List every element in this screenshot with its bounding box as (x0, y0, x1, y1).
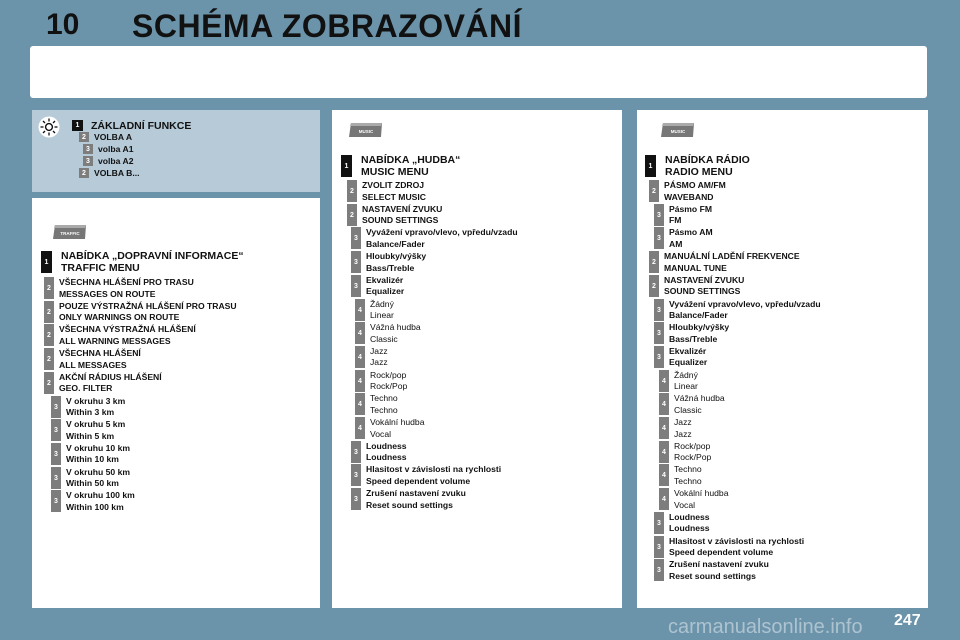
level-badge: 3 (654, 204, 664, 226)
item-text (362, 180, 426, 203)
item-text (370, 299, 394, 322)
list-item (654, 204, 712, 227)
item-line-secondary: ALL WARNING MESSAGES (59, 335, 171, 346)
level-badge: 3 (351, 251, 361, 273)
level-badge: 4 (355, 346, 365, 368)
item-line-secondary: Balance/Fader (366, 238, 425, 249)
list-item (654, 559, 769, 582)
item-line-primary: Zrušení nastavení zvuku (669, 559, 769, 570)
item-line-primary: AKČNÍ RÁDIUS HLÁŠENÍ (59, 371, 162, 382)
page-header (30, 46, 927, 98)
item-text (66, 419, 125, 442)
item-line-secondary: Equalizer (669, 357, 708, 368)
level-badge: 2 (347, 180, 357, 202)
light-sun-icon (38, 116, 60, 138)
item-line-secondary: SOUND SETTINGS (664, 286, 741, 297)
item-line-primary: Pásmo AM (669, 227, 713, 238)
item-line-primary: VŠECHNA HLÁŠENÍ PRO TRASU (59, 277, 194, 287)
item-text (370, 322, 421, 345)
item-line-primary: Pásmo FM (669, 203, 712, 214)
item-line-secondary: AM (669, 238, 683, 249)
list-item (659, 441, 711, 464)
item-line-secondary: Bass/Treble (669, 333, 718, 344)
level-badge: 1 (72, 120, 83, 131)
item-line-secondary: GEO. FILTER (59, 383, 113, 394)
radio-heading-line1: NABÍDKA RÁDIO (665, 154, 750, 166)
item-line-primary: Žádný (370, 298, 394, 309)
list-item (649, 251, 800, 274)
item-line-primary: MANUÁLNÍ LADĚNÍ FREKVENCE (664, 251, 800, 262)
item-line-primary: Vokální hudba (370, 417, 425, 427)
list-item (44, 301, 237, 324)
item-line-secondary: Linear (370, 310, 394, 320)
list-item (659, 464, 702, 487)
level-badge: 3 (654, 559, 664, 581)
list-item (44, 277, 194, 300)
list-item (659, 488, 728, 511)
item-line-primary: V okruhu 10 km (66, 442, 130, 453)
item-text (370, 417, 424, 440)
item-line-secondary: Within 100 km (66, 501, 124, 512)
item-text (674, 464, 702, 487)
item-line-secondary: ALL MESSAGES (59, 359, 127, 370)
list-item (51, 490, 135, 513)
item-text (674, 417, 692, 440)
level-badge: 2 (44, 372, 54, 394)
level-badge: 2 (44, 324, 54, 346)
list-item (79, 132, 132, 143)
level-badge: 3 (654, 227, 664, 249)
list-item (51, 396, 125, 419)
list-item (649, 180, 726, 203)
item-line-primary: VŠECHNA VÝSTRAŽNÁ HLÁŠENÍ (59, 324, 196, 335)
page-title: SCHÉMA ZOBRAZOVÁNÍ (132, 8, 523, 44)
list-item (351, 227, 518, 250)
item-line-primary: Ekvalizér (366, 274, 404, 285)
item-line-primary: Techno (370, 393, 398, 404)
item-line-primary: Rock/pop (674, 440, 711, 451)
list-item (44, 348, 141, 371)
traffic-heading-line2: TRAFFIC MENU (61, 261, 140, 274)
item-text: VOLBA A (94, 132, 133, 142)
list-item (355, 322, 421, 345)
item-text (66, 467, 130, 490)
item-line-primary: V okruhu 100 km (66, 490, 135, 501)
level-badge: 2 (649, 275, 659, 297)
item-text (669, 322, 729, 345)
item-text (674, 393, 725, 416)
list-item (351, 441, 407, 464)
item-line-primary: V okruhu 3 km (66, 395, 126, 406)
level-badge: 3 (351, 441, 361, 463)
item-text (59, 324, 196, 347)
music-heading-line2: MUSIC MENU (361, 165, 429, 178)
level-badge: 3 (51, 467, 61, 489)
item-text (59, 372, 162, 395)
traffic-heading (41, 251, 244, 274)
item-line-secondary: Rock/Pop (370, 381, 408, 392)
level-badge: 3 (654, 536, 664, 558)
item-line-primary: Loudness (669, 511, 710, 522)
item-text (59, 301, 237, 324)
item-line-secondary: Linear (674, 381, 698, 392)
chapter-number: 10 (46, 8, 80, 41)
item-text (366, 251, 426, 274)
item-text (59, 277, 194, 300)
list-item (654, 512, 710, 535)
list-item (355, 417, 424, 440)
list-item (51, 419, 125, 442)
level-badge: 3 (351, 464, 361, 486)
item-line-secondary: Jazz (370, 357, 388, 368)
item-line-primary: Žádný (674, 369, 698, 380)
item-line-secondary: Rock/Pop (674, 452, 712, 463)
list-item (347, 204, 442, 227)
item-text (664, 251, 800, 274)
item-line-primary: VŠECHNA HLÁŠENÍ (59, 348, 141, 359)
item-text (366, 464, 501, 487)
item-line-secondary: MESSAGES ON ROUTE (59, 288, 156, 299)
level-badge: 1 (41, 251, 52, 273)
radio-heading (645, 155, 750, 178)
list-item (79, 168, 140, 179)
item-line-secondary: Bass/Treble (366, 262, 415, 273)
level-badge: 3 (83, 144, 93, 154)
list-item (44, 372, 162, 395)
item-line-secondary: Speed dependent volume (669, 547, 774, 557)
item-line-primary: Techno (674, 464, 702, 475)
item-text (669, 346, 707, 369)
list-item (351, 488, 466, 511)
item-line-primary: Vážná hudba (674, 393, 725, 404)
item-line-primary: NASTAVENÍ ZVUKU (362, 203, 443, 214)
level-badge: 2 (79, 132, 89, 142)
item-text (362, 204, 442, 227)
item-line-secondary: Reset sound settings (366, 499, 453, 510)
item-line-primary: Hlasitost v závislosti na rychlosti (669, 535, 805, 546)
list-item (355, 370, 407, 393)
item-line-primary: Zrušení nastavení zvuku (366, 488, 466, 499)
item-line-secondary: Within 50 km (66, 478, 119, 489)
item-line-primary: V okruhu 5 km (66, 419, 126, 430)
level-badge: 3 (51, 396, 61, 418)
item-text (669, 227, 713, 250)
item-line-secondary: Loudness (366, 452, 407, 463)
item-line-primary: Hloubky/výšky (366, 251, 427, 262)
level-badge: 3 (83, 156, 93, 166)
level-badge: 3 (351, 227, 361, 249)
item-line-secondary: Vocal (370, 428, 392, 439)
level-badge: 3 (51, 443, 61, 465)
item-line-primary: Jazz (674, 417, 692, 427)
item-line-secondary: Vocal (674, 499, 696, 510)
list-item (654, 299, 821, 322)
item-line-secondary: Jazz (674, 428, 692, 439)
item-line-secondary: Within 3 km (66, 407, 115, 417)
list-item (44, 324, 196, 347)
item-line-primary: Jazz (370, 345, 388, 356)
level-badge: 4 (355, 393, 365, 415)
item-line-secondary: Classic (370, 333, 398, 344)
item-text (66, 490, 135, 513)
level-badge: 3 (654, 322, 664, 344)
basic-heading (72, 120, 191, 132)
list-item (355, 346, 388, 369)
watermark: carmanualsonline.info (668, 616, 863, 638)
level-badge: 3 (654, 346, 664, 368)
level-badge: 3 (351, 275, 361, 297)
traffic-icon-label: TRAFFIC (60, 231, 80, 236)
item-line-primary: Vyvážení vpravo/vlevo, vpředu/vzadu (366, 227, 518, 238)
item-text (366, 488, 466, 511)
radio-music-button-icon (660, 122, 696, 138)
item-line-primary: Hloubky/výšky (669, 322, 730, 333)
level-badge: 3 (654, 512, 664, 534)
item-line-secondary: Reset sound settings (669, 570, 756, 581)
traffic-heading-line1: NABÍDKA „DOPRAVNÍ INFORMACE“ (61, 250, 244, 262)
list-item (351, 251, 426, 274)
level-badge: 2 (44, 277, 54, 299)
list-item (659, 417, 692, 440)
item-text (366, 275, 404, 298)
list-item (355, 393, 398, 416)
level-badge: 3 (51, 419, 61, 441)
item-line-secondary: Loudness (669, 523, 710, 534)
item-text (674, 370, 698, 393)
level-badge: 1 (341, 155, 352, 177)
level-badge: 4 (355, 299, 365, 321)
level-badge: 4 (659, 441, 669, 463)
item-text (366, 441, 407, 464)
level-badge: 3 (654, 299, 664, 321)
item-line-primary: Vokální hudba (674, 488, 729, 499)
level-badge: 2 (79, 168, 89, 178)
item-line-secondary: WAVEBAND (664, 191, 714, 202)
item-line-primary: PÁSMO AM/FM (664, 180, 726, 190)
item-line-primary: Hlasitost v závislosti na rychlosti (366, 464, 502, 475)
list-item (654, 227, 713, 250)
item-text (370, 346, 388, 369)
item-line-primary: Vyvážení vpravo/vlevo, vpředu/vzadu (669, 298, 821, 309)
level-badge: 4 (355, 322, 365, 344)
basic-heading-text: ZÁKLADNÍ FUNKCE (91, 120, 192, 132)
item-line-secondary: Within 10 km (66, 454, 119, 465)
list-item (347, 180, 426, 203)
music-heading-line1: NABÍDKA „HUDBA“ (361, 154, 461, 166)
music-button-icon (348, 122, 384, 138)
radio-heading-line2: RADIO MENU (665, 165, 733, 178)
page-number: 247 (894, 612, 921, 629)
list-item (649, 275, 744, 298)
item-text (674, 488, 728, 511)
list-item (83, 144, 134, 155)
level-badge: 4 (355, 417, 365, 439)
level-badge: 3 (351, 488, 361, 510)
item-line-secondary: Within 5 km (66, 430, 115, 441)
item-line-secondary: MANUAL TUNE (664, 262, 727, 273)
list-item (659, 370, 698, 393)
item-line-primary: Ekvalizér (669, 345, 707, 356)
item-text (66, 443, 130, 466)
item-line-secondary: Techno (370, 404, 398, 415)
list-item (51, 467, 130, 490)
level-badge: 4 (659, 417, 669, 439)
level-badge: 1 (645, 155, 656, 177)
item-line-primary: V okruhu 50 km (66, 466, 130, 477)
item-line-primary: POUZE VÝSTRAŽNÁ HLÁŠENÍ PRO TRASU (59, 300, 237, 311)
item-text (669, 299, 821, 322)
list-item (355, 299, 394, 322)
item-text (66, 396, 125, 419)
list-item (654, 536, 804, 559)
item-line-primary: Rock/pop (370, 369, 407, 380)
level-badge: 2 (347, 204, 357, 226)
list-item (351, 464, 501, 487)
item-text: volba A1 (98, 144, 134, 154)
level-badge: 4 (659, 370, 669, 392)
item-line-primary: Loudness (366, 440, 407, 451)
list-item (351, 275, 404, 298)
list-item (654, 346, 707, 369)
item-line-secondary: Balance/Fader (669, 310, 728, 320)
item-line-secondary: ONLY WARNINGS ON ROUTE (59, 312, 180, 323)
level-badge: 2 (44, 348, 54, 370)
item-text (59, 348, 141, 371)
item-line-primary: NASTAVENÍ ZVUKU (664, 274, 745, 285)
level-badge: 2 (649, 251, 659, 273)
item-text (370, 370, 407, 393)
item-line-secondary: Speed dependent volume (366, 475, 471, 486)
level-badge: 4 (659, 393, 669, 415)
item-line-secondary: SELECT MUSIC (362, 191, 426, 202)
item-text (664, 180, 726, 203)
item-line-secondary: SOUND SETTINGS (362, 215, 439, 226)
item-text (669, 559, 769, 582)
traffic-button-icon (52, 224, 88, 240)
item-text (366, 227, 518, 250)
music-heading (341, 155, 460, 178)
list-item (83, 156, 134, 167)
item-line-secondary: FM (669, 215, 682, 226)
music-icon-label: MUSIC (358, 129, 374, 134)
level-badge: 2 (44, 301, 54, 323)
item-text: VOLBA B... (94, 168, 140, 178)
level-badge: 4 (355, 370, 365, 392)
list-item (659, 393, 725, 416)
item-text (674, 441, 711, 464)
item-line-secondary: Classic (674, 404, 702, 415)
level-badge: 4 (659, 488, 669, 510)
item-text (664, 275, 744, 298)
item-text (669, 204, 712, 227)
list-item (51, 443, 130, 466)
item-line-primary: Vážná hudba (370, 322, 421, 333)
item-line-primary: ZVOLIT ZDROJ (362, 180, 425, 190)
list-item (654, 322, 729, 345)
level-badge: 3 (51, 490, 61, 512)
item-text (370, 393, 398, 416)
item-text (669, 512, 710, 535)
radio-icon-label: MUSIC (670, 129, 686, 134)
level-badge: 2 (649, 180, 659, 202)
level-badge: 4 (659, 464, 669, 486)
item-text (669, 536, 804, 559)
item-line-secondary: Techno (674, 475, 702, 486)
item-line-secondary: Equalizer (366, 286, 405, 297)
item-text: volba A2 (98, 156, 134, 166)
